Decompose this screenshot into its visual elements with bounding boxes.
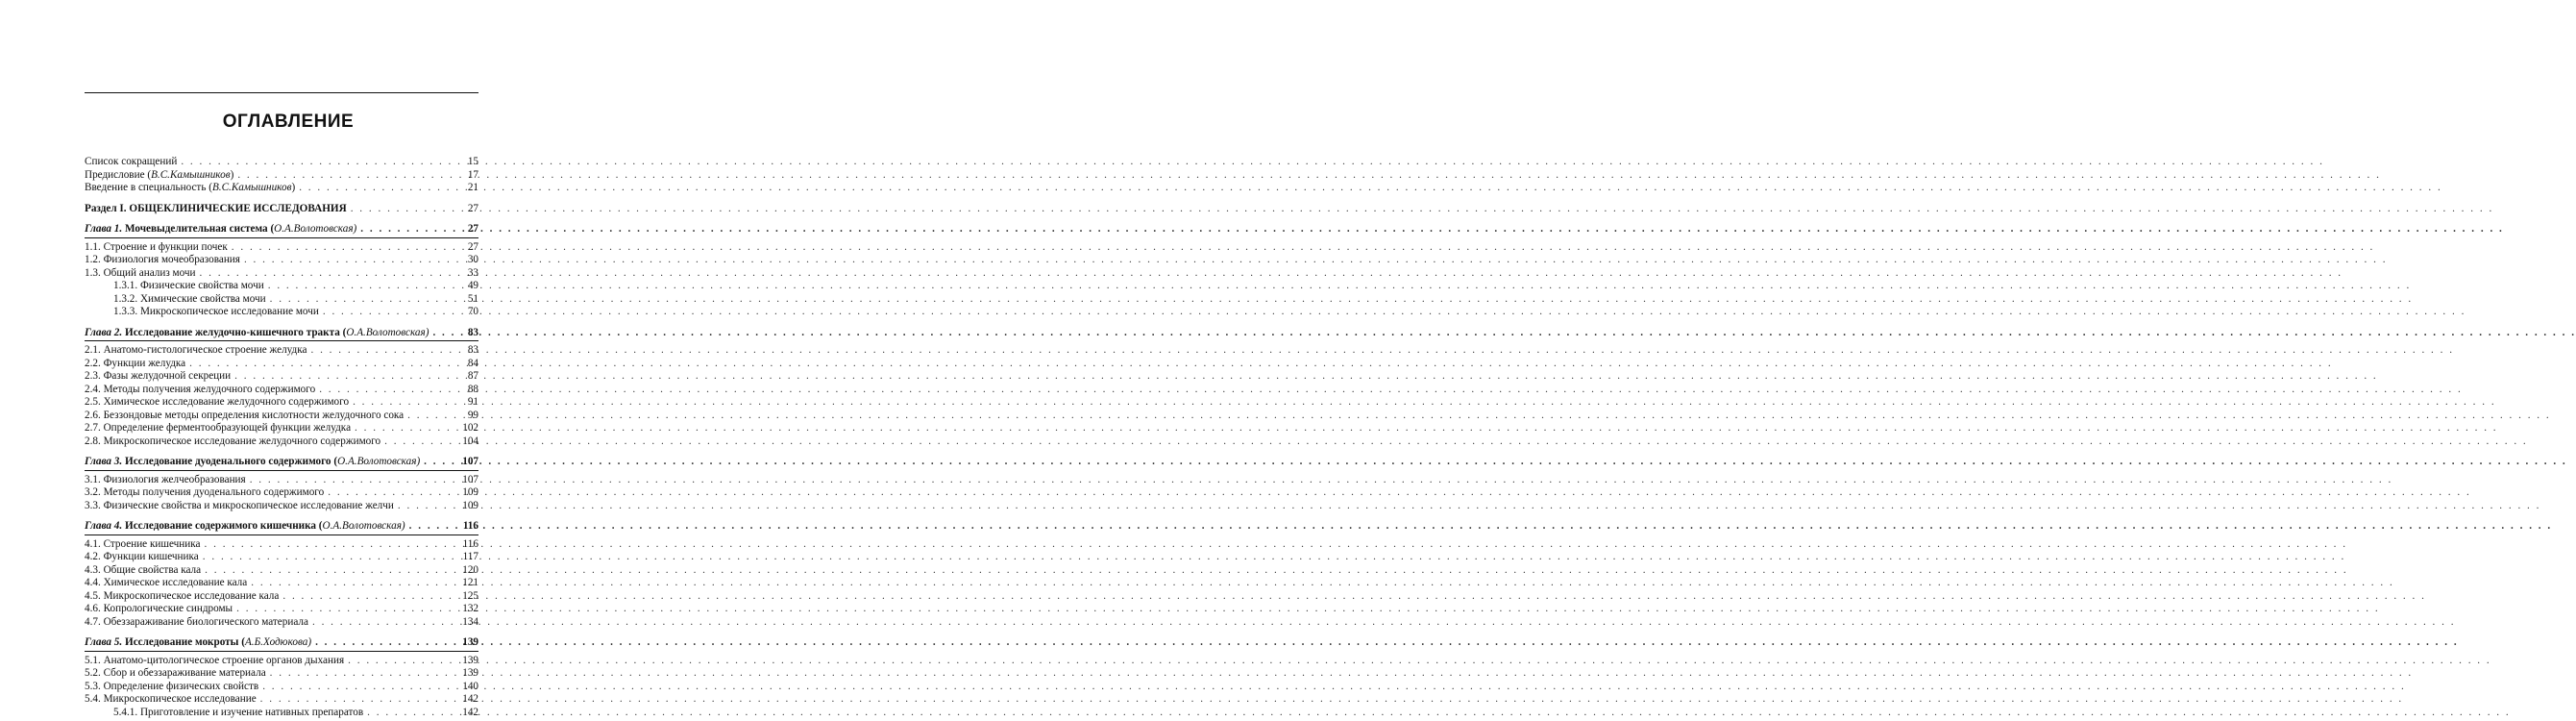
page-number: 33: [467, 266, 478, 279]
entry-title: 4.4. Химическое исследование кала: [85, 577, 248, 588]
chapter-divider: [85, 237, 478, 238]
toc-entry[interactable]: [85, 486, 478, 500]
entry-title: 2.3. Фазы желудочной секреции: [85, 370, 232, 382]
page-number: 27: [467, 223, 478, 235]
page-number: 104: [462, 435, 478, 447]
chapter-name: Исследование желудочно-кишечного тракта: [125, 326, 340, 338]
toc-entry[interactable]: [85, 667, 478, 681]
toc-entry[interactable]: [85, 358, 478, 371]
chapter-title: Глава 4. Исследование содержимого кишечника (О.А.Волотовская): [85, 520, 405, 532]
dot-leader: [262, 681, 457, 694]
toc-subentry[interactable]: [85, 293, 478, 307]
page-number: 49: [467, 280, 478, 291]
dot-leader: [237, 169, 457, 183]
chapter-author: О.А.Волотовская: [337, 456, 417, 467]
page-number: 84: [467, 357, 478, 369]
entry-title: 5.2. Сбор и обеззараживание материала: [85, 667, 266, 679]
page-number: 30: [467, 254, 478, 265]
chapter-name: Исследование мокроты: [125, 636, 239, 648]
dot-leader: [312, 616, 457, 630]
entry-title: 2.4. Методы получения желудочного содержимого: [85, 383, 316, 395]
chapter-title: Глава 2. Исследование желудочно-кишечного тракта (О.А.Волотовская): [85, 326, 429, 338]
dot-leader: [251, 577, 457, 590]
toc-entry[interactable]: [85, 551, 478, 564]
entry-title: 1.3.1. Физические свойства мочи: [113, 280, 264, 291]
paren: ): [353, 223, 357, 235]
dot-leader: [351, 203, 457, 216]
entry-title: 4.3. Общие свойства кала: [85, 563, 202, 576]
toc-entry-part[interactable]: [85, 203, 478, 216]
toc-entry[interactable]: [85, 577, 478, 590]
toc-entry[interactable]: [85, 590, 478, 604]
paren: ): [416, 456, 421, 467]
page-number: 139: [462, 654, 478, 666]
dot-leader: [203, 551, 457, 564]
page-number: 116: [462, 537, 478, 550]
chapter-label: Глава 1.: [85, 223, 123, 235]
toc-entry[interactable]: [85, 384, 478, 397]
dot-leader: [189, 358, 457, 371]
entry-title: 1.3. Общий анализ мочи: [85, 266, 196, 279]
toc-subentry[interactable]: [85, 707, 478, 720]
entry-title: 2.6. Беззондовые методы определения кислотности желудочного сока: [85, 409, 405, 421]
page-number: 134: [462, 615, 478, 628]
dot-leader: [205, 538, 457, 552]
spacer: [85, 195, 478, 203]
entry-text: Введение в специальность: [85, 182, 207, 193]
part-title: Раздел I. ОБЩЕКЛИНИЧЕСКИЕ ИССЛЕДОВАНИЯ: [85, 202, 347, 214]
page-number: 107: [462, 456, 478, 467]
page-number: 102: [462, 422, 478, 434]
toc-entry[interactable]: [85, 344, 478, 358]
page-number: 27: [467, 240, 478, 253]
toc-subentry[interactable]: [85, 306, 478, 319]
chapter-title: Глава 1. Мочевыделительная система (О.А.Волотовская): [85, 223, 357, 235]
dot-leader: [282, 590, 457, 604]
dot-leader: [398, 500, 457, 513]
page-number: 142: [462, 706, 478, 718]
dot-leader: [181, 156, 457, 169]
toc-entry[interactable]: [85, 538, 478, 552]
entry-title: 5.1. Анатомо-цитологическое строение органов дыхания: [85, 654, 345, 666]
entry-title: 3.3. Физические свойства и микроскопическое исследование желчи: [85, 499, 394, 511]
chapter-label: Глава 3.: [85, 456, 123, 467]
toc-entry-front[interactable]: [85, 182, 478, 195]
toc-chapter-heading[interactable]: [85, 456, 478, 469]
dot-leader: [323, 306, 457, 319]
dot-leader: [268, 280, 457, 293]
toc-entry[interactable]: [85, 603, 478, 616]
paren: ): [425, 326, 429, 338]
entry-title: 2.8. Микроскопическое исследование желудочного содержимого: [85, 435, 381, 447]
chapter-title: Глава 5. Исследование мокроты (А.Б.Ходюкова): [85, 636, 312, 648]
page-number: 120: [462, 563, 478, 576]
page-number: 140: [462, 680, 478, 692]
entry-title: 5.4. Микроскопическое исследование: [85, 693, 257, 705]
top-rule: [85, 92, 478, 93]
toc-entry[interactable]: [85, 474, 478, 487]
entry-author: В.С.Камышников: [151, 168, 231, 181]
page-number: 117: [462, 551, 478, 562]
chapter-label: Глава 4.: [85, 520, 123, 532]
toc-entry[interactable]: [85, 564, 478, 578]
toc-entry[interactable]: [85, 370, 478, 384]
page-number: 121: [462, 577, 478, 588]
toc-chapter-heading[interactable]: [85, 520, 478, 534]
page-number: 125: [462, 589, 478, 602]
page-number: 83: [467, 326, 478, 338]
toc-entry[interactable]: [85, 410, 478, 423]
toc-entry[interactable]: [85, 254, 478, 267]
chapter-author: О.А.Волотовская: [274, 223, 354, 235]
page-number: 142: [462, 693, 478, 705]
entry-title: 2.5. Химическое исследование желудочного содержимого: [85, 396, 350, 408]
dot-leader: [315, 636, 457, 650]
entry-title: [85, 156, 177, 169]
chapter-author: О.А.Волотовская: [346, 326, 426, 338]
page-number: 107: [462, 473, 478, 485]
dot-leader: [328, 486, 457, 500]
dot-leader: [310, 344, 457, 358]
toc-entry[interactable]: [85, 422, 478, 435]
toc-entry-front[interactable]: [85, 169, 478, 183]
spacer: [85, 448, 478, 456]
page-number: 109: [462, 499, 478, 511]
entry-title: 1.3.3. Микроскопическое исследование мочи: [113, 306, 319, 317]
dot-leader: [234, 370, 457, 384]
entry-title: 4.2. Функции кишечника: [85, 551, 199, 562]
dot-leader: [260, 693, 457, 707]
toc-entry[interactable]: [85, 681, 478, 694]
dot-leader: [432, 327, 457, 340]
dot-leader: [270, 667, 457, 681]
entry-title: 1.1. Строение и функции почек: [85, 240, 228, 253]
dot-leader: [384, 435, 457, 449]
toc-entry[interactable]: [85, 241, 478, 255]
entry-title: 4.7. Обеззараживание биологического материала: [85, 615, 308, 628]
spacer: [85, 512, 478, 520]
toc-chapter-heading[interactable]: [85, 327, 478, 340]
chapter-divider: [85, 340, 478, 341]
toc-entry[interactable]: [85, 616, 478, 630]
chapter-divider: [85, 470, 478, 471]
dot-leader: [250, 474, 457, 487]
page-number: 139: [462, 636, 478, 648]
chapter-label: Глава 2.: [85, 326, 123, 338]
page-number: 51: [467, 292, 478, 305]
dot-leader: [409, 520, 457, 534]
entry-title: 5.4.1. Приготовление и изучение нативных препаратов: [113, 706, 364, 718]
toc-chapter-heading[interactable]: [85, 223, 478, 236]
page-number: 17: [467, 168, 478, 181]
dot-leader: [299, 182, 457, 195]
entry-text: Предисловие: [85, 168, 145, 181]
entry-title: 4.6. Копрологические синдромы: [85, 603, 233, 614]
page-title: ОГЛАВЛЕНИЕ: [222, 112, 355, 132]
chapter-author: О.А.Волотовская: [322, 520, 402, 532]
chapter-name: Исследование содержимого кишечника: [125, 520, 316, 532]
page-number: 21: [467, 182, 478, 193]
page-number: 132: [462, 603, 478, 614]
toc-entry[interactable]: [85, 693, 478, 707]
entry-text: Список сокращений: [85, 156, 178, 167]
entry-title: 2.7. Определение ферментообразующей функции желудка: [85, 422, 352, 434]
entry-title: 1.2. Физиология мочеобразования: [85, 254, 240, 265]
dot-leader: [353, 396, 457, 410]
toc-chapter-heading[interactable]: [85, 636, 478, 650]
toc-entry[interactable]: [85, 435, 478, 449]
dot-leader: [270, 293, 457, 307]
entry-title: 2.2. Функции желудка: [85, 357, 186, 369]
entry-title: 4.1. Строение кишечника: [85, 537, 201, 550]
entry-title: Предисловие (В.С.Камышников): [85, 168, 234, 181]
dot-leader: [244, 254, 457, 267]
entry-title: Введение в специальность (В.С.Камышников): [85, 182, 296, 193]
spacer: [85, 215, 478, 223]
dot-leader: [200, 267, 457, 281]
dot-leader: [424, 456, 457, 469]
chapter-name: Мочевыделительная система: [125, 223, 268, 235]
dot-leader: [236, 603, 457, 616]
dot-leader: [367, 707, 457, 720]
page-number: 15: [467, 156, 478, 167]
dot-leader: [407, 410, 457, 423]
dot-leader: [355, 422, 457, 435]
entry-title: 5.3. Определение физических свойств: [85, 680, 259, 692]
dot-leader: [360, 223, 457, 236]
toc-entry[interactable]: [85, 267, 478, 281]
toc-entry-front[interactable]: [85, 156, 478, 169]
dot-leader: [319, 384, 457, 397]
entry-title: 4.5. Микроскопическое исследование кала: [85, 589, 280, 602]
entry-author: В.С.Камышников: [211, 182, 292, 193]
entry-title: 3.2. Методы получения дуоденального содержимого: [85, 486, 325, 498]
dot-leader: [232, 241, 457, 255]
page-number: 27: [467, 202, 478, 214]
chapter-title: Глава 3. Исследование дуоденального содержимого (О.А.Волотовская): [85, 456, 421, 467]
dot-leader: [205, 564, 457, 578]
paren: ): [401, 520, 405, 532]
page-number: 87: [467, 370, 478, 382]
toc-entry[interactable]: [85, 500, 478, 513]
entry-title: 1.3.2. Химические свойства мочи: [113, 292, 266, 305]
toc-subentry[interactable]: [85, 280, 478, 293]
chapter-name: Исследование дуоденального содержимого: [125, 456, 331, 467]
table-of-contents: [85, 156, 478, 719]
spacer: [85, 629, 478, 636]
chapter-label: Глава 5.: [85, 636, 123, 648]
page-number: 91: [467, 396, 478, 408]
paren: ): [307, 636, 312, 648]
page-number: 99: [467, 409, 478, 421]
toc-entry[interactable]: [85, 655, 478, 668]
page-number: 83: [467, 344, 478, 356]
spacer: [85, 319, 478, 327]
entry-title: 3.1. Физиология желчеобразования: [85, 473, 246, 485]
entry-title: 2.1. Анатомо-гистологическое строение желудка: [85, 344, 307, 356]
page-number: 88: [467, 383, 478, 395]
dot-leader: [348, 655, 457, 668]
page-number: 109: [462, 486, 478, 498]
page-number: 70: [467, 306, 478, 317]
toc-entry[interactable]: [85, 396, 478, 410]
chapter-author: А.Б.Ходюкова: [244, 636, 308, 648]
chapter-divider: [85, 651, 478, 652]
page-number: 139: [462, 667, 478, 679]
page-number: 116: [462, 520, 478, 532]
